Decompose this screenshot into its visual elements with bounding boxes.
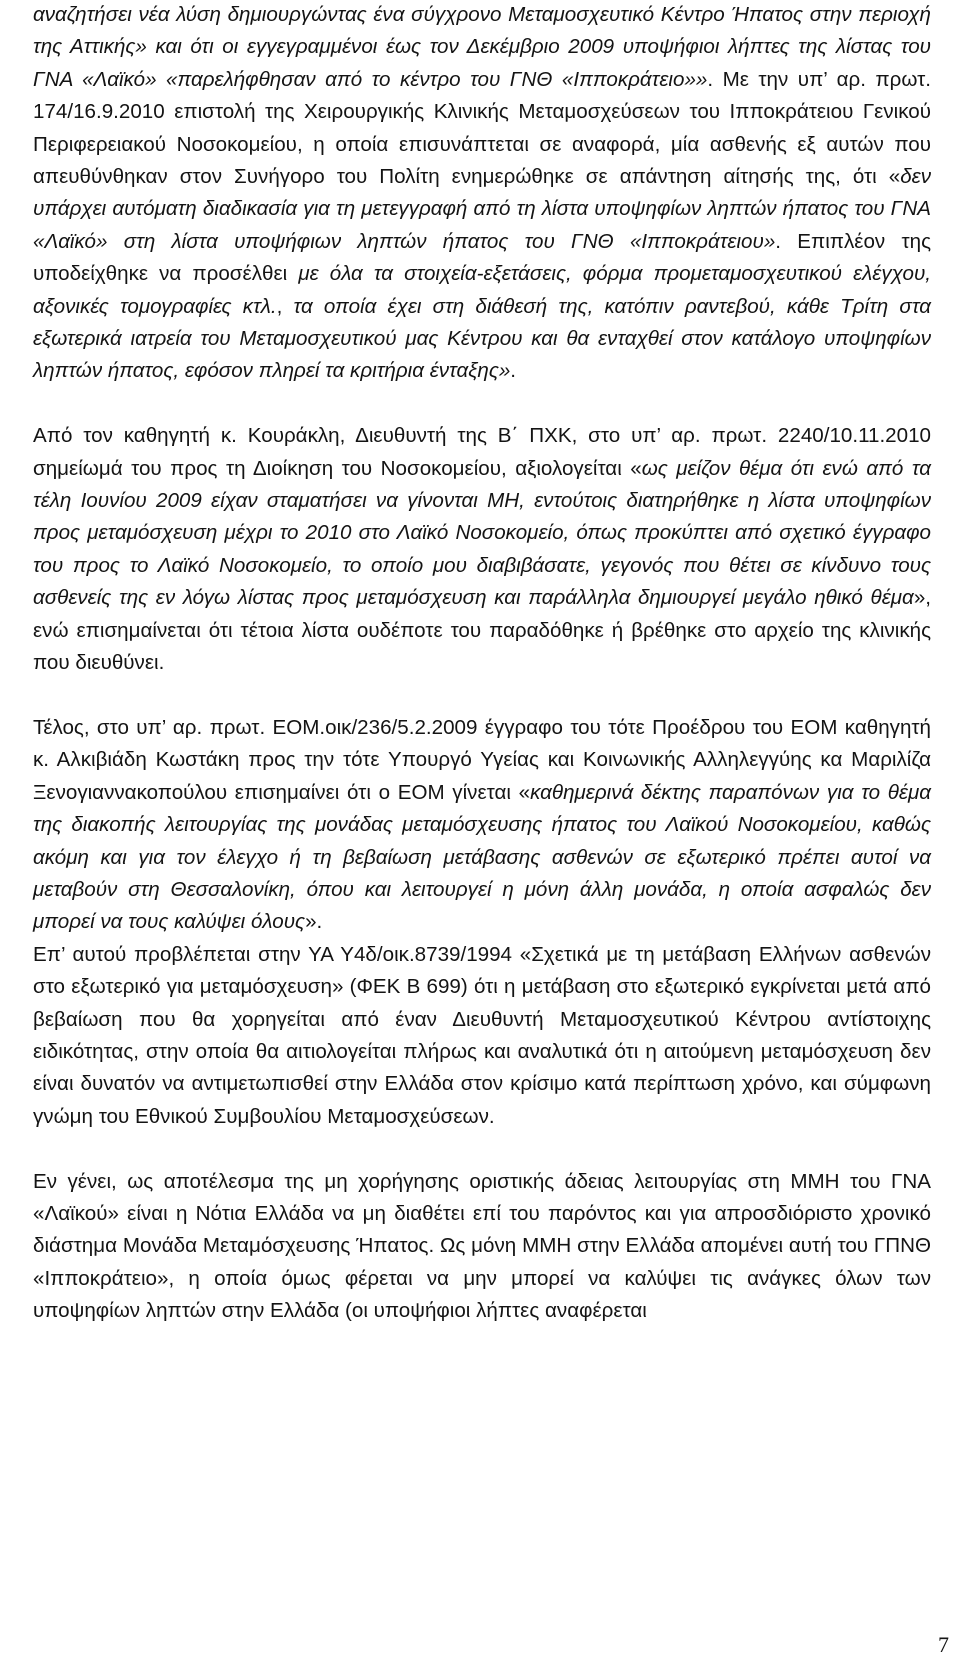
page-number: 7 xyxy=(938,1632,949,1657)
document-page xyxy=(33,0,931,1328)
paragraph-ministerial-decision xyxy=(33,939,931,1133)
quoted-text: τα οποία έχει στη διάθεσή της, κατόπιν ραντεβού, κάθε Τρίτη στα εξωτερικά ιατρεία του Μεταμοσχευτικού μας Κέντρου και θα ενταχθεί στον κατάλογο υποψηφίων ληπτών ήπατος, εφόσον πληρεί τα κριτήρια ένταξης» xyxy=(33,294,931,383)
quoted-text: καθημερινά δέκτης παραπόνων για το θέμα της διακοπής λειτουργίας της μονάδας μεταμόσχευσης ήπατος του Λαϊκού Νοσοκομείου, καθώς ακόμη και για τον έλεγχο ή τη βεβαίωση μετάβασης ασθενών σε εξωτερικό πρέπει αυτοί να μεταβούν στη Θεσσαλονίκη, όπου και λειτουργεί η μόνη άλλη μονάδα, η οποία ασφαλώς δεν μπορεί να τους καλύψει όλους xyxy=(33,780,931,934)
quoted-text: αναζητήσει νέα λύση δημιουργώντας ένα σύγχρονο Μεταμοσχευτικό Κέντρο Ήπατος στην περιοχή της Αττικής» και ότι οι εγγεγραμμένοι έως τον Δεκέμβριο 2009 υποψήφιοι λήπτες της λίστας του ΓΝΑ «Λαϊκό» «παρελήφθησαν από το κέντρο του ΓΝΘ «Ιπποκράτειο»» xyxy=(33,3,931,91)
body-text: . Επιπλέον της υποδείχθηκε να προσέλθει xyxy=(33,229,931,286)
body-text: Εν γένει, ως αποτέλεσμα της μη χορήγησης οριστικής άδειας λειτουργίας στη ΜΜΗ του ΓΝΑ «Λαϊκού» είναι η Νότια Ελλάδα να μη διαθέτει επί του παρόντος και για απροσδιόριστο χρονικό διάστημα Μονάδα Μεταμόσχευσης Ήπατος. Ως μόνη ΜΜΗ στην Ελλάδα απομένει αυτή του ΓΠΝΘ «Ιπποκράτειο», η οποία όμως φέρεται να μην μπορεί να καλύψει τις ανάγκες όλων των υποψηφίων ληπτών στην Ελλάδα (οι υποψήφιοι λήπτες αναφέρεται xyxy=(33,1169,931,1323)
body-text: Τέλος, στο υπ’ αρ. πρωτ. ΕΟΜ.οικ/236/5.2.2009 έγγραφο του τότε Προέδρου του ΕΟΜ καθηγητή κ. Αλκιβιάδη Κωστάκη προς την τότε Υπουργό Υγείας και Κοινωνικής Αλληλεγγύης κα Μαριλίζα Ξενογιαννακοπούλου επισημαίνει ότι ο ΕΟΜ γίνεται « xyxy=(33,715,931,804)
body-text: ». xyxy=(305,910,323,934)
quoted-text: ως μείζον θέμα ότι ενώ από τα τέλη Ιουνίου 2009 είχαν σταματήσει να γίνονται ΜΗ, εντούτοις διατηρήθηκε η λίστα υποψηφίων προς μεταμόσχευση μέχρι το 2010 στο Λαϊκό Νοσοκομείο, όπως προκύπτει από σχετικό έγγραφο του προς το Λαϊκό Νοσοκομείο, το οποίο μου διαβιβάσατε, γεγονός που θέτει σε κίνδυνο τους ασθενείς της εν λόγω λίστας προς μεταμόσχευση και παράλληλα δημιουργεί μεγάλο ηθικό θέμα xyxy=(33,456,931,610)
quoted-text: δεν υπάρχει αυτόματη διαδικασία για τη μετεγγραφή από τη λίστα υποψηφίων ληπτών ήπατος του ΓΝΑ «Λαϊκό» στη λίστα υποψήφιων ληπτών ήπατος του ΓΝΘ «Ιπποκράτειου» xyxy=(33,165,931,253)
paragraph-conclusion xyxy=(33,1166,931,1328)
body-text: . Με την υπ’ αρ. πρωτ. 174/16.9.2010 επιστολή της Χειρουργικής Κλινικής Μεταμοσχεύσεων του Ιπποκράτειου Γενικού Περιφερειακού Νοσοκομείου, η οποία επισυνάπτεται σε αναφορά, μία ασθενής εξ αυτών που απευθύνθηκαν στον Συνήγορο του Πολίτη ενημερώθηκε σε απάντηση αίτησής της, ότι « xyxy=(33,67,931,189)
paragraph-hippokrateio-letter xyxy=(33,0,931,388)
body-text: . xyxy=(510,359,517,383)
paragraph-eom-letter xyxy=(33,712,931,939)
body-text: , xyxy=(276,294,294,318)
paragraph-kouraklis-memo xyxy=(33,420,931,679)
body-text: Από τον καθηγητή κ. Κουράκλη, Διευθυντή της Β΄ ΠΧΚ, στο υπ’ αρ. πρωτ. 2240/10.11.2010 σημείωμά του προς τη Διοίκηση του Νοσοκομείου, αξιολογείται « xyxy=(33,424,931,480)
body-text: Επ’ αυτού προβλέπεται στην ΥΑ Υ4δ/οικ.8739/1994 «Σχετικά με τη μετάβαση Ελλήνων ασθενών στο εξωτερικό για μεταμόσχευση» (ΦΕΚ Β 699) ότι η μετάβαση στο εξωτερικό εγκρίνεται μετά από βεβαίωση που θα χορηγείται από έναν Διευθυντή Μεταμοσχευτικού Κέντρου αντίστοιχης ειδικότητας, στην οποία θα αιτιολογείται πλήρως και αναλυτικά ότι η αιτούμενη μεταμόσχευση δεν είναι δυνατόν να αντιμετωπισθεί στην Ελλάδα στον κρίσιμο κατά περίπτωση χρόνο, και σύμφωνη γνώμη του Εθνικού Συμβουλίου Μεταμοσχεύσεων. xyxy=(33,942,931,1128)
body-text: », ενώ επισημαίνεται ότι τέτοια λίστα ουδέποτε του παραδόθηκε ή βρέθηκε στο αρχείο της κλινικής που διευθύνει. xyxy=(33,586,931,675)
quoted-text: με όλα τα στοιχεία-εξετάσεις, φόρμα προμεταμοσχευτικού ελέγχου, αξονικές τομογραφίες κτλ. xyxy=(33,262,931,318)
